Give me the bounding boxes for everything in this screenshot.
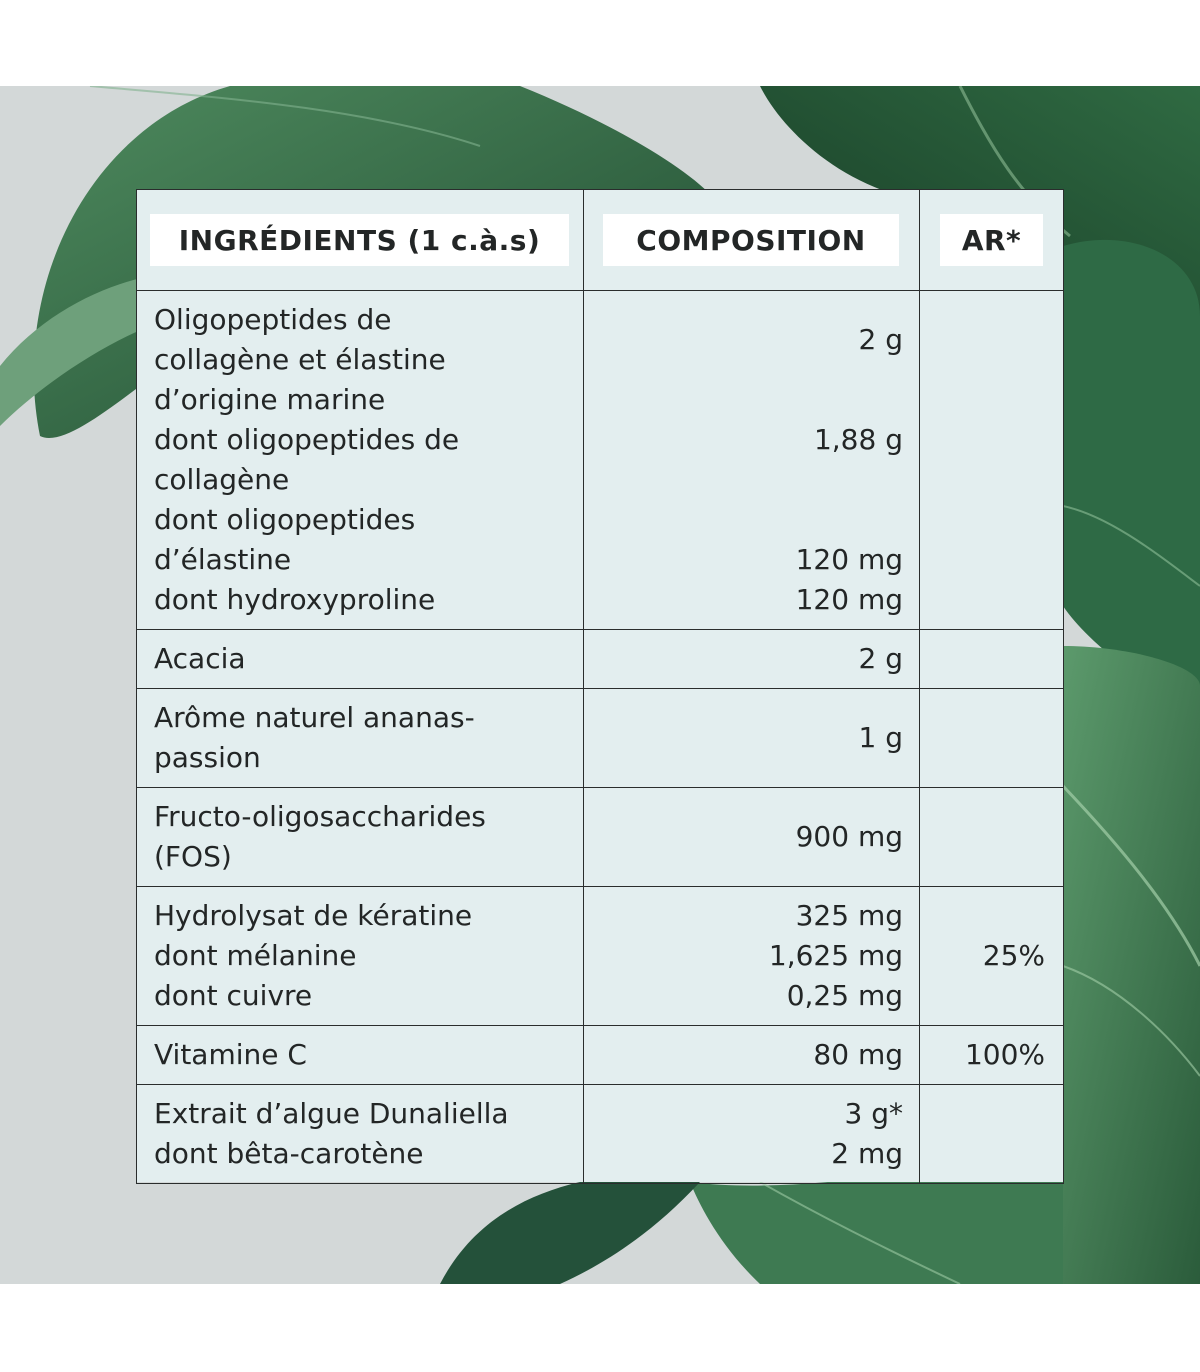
ingredient-line: passion bbox=[154, 741, 261, 774]
amount-value: 3 g* bbox=[844, 1097, 903, 1130]
ingredient-line: collagène et élastine bbox=[154, 343, 446, 376]
composition-cell bbox=[584, 291, 920, 630]
ar-cell bbox=[920, 788, 1064, 887]
amount-value: 80 mg bbox=[813, 1038, 903, 1071]
ingredient-line: Fructo-oligosaccharides bbox=[154, 800, 486, 833]
amount-value: 900 mg bbox=[795, 820, 903, 853]
amount-value: 2 g bbox=[858, 323, 903, 356]
table-row bbox=[137, 788, 1064, 887]
amount-value: 1 g bbox=[858, 721, 903, 754]
ingredients-header bbox=[137, 190, 584, 291]
composition-header-label: COMPOSITION bbox=[603, 214, 899, 266]
ar-cell bbox=[920, 689, 1064, 788]
ingredient-line: Vitamine C bbox=[154, 1038, 307, 1071]
amount-value: 120 mg bbox=[795, 583, 903, 616]
ingredient-cell bbox=[137, 1026, 584, 1085]
composition-cell bbox=[584, 630, 920, 689]
ingredient-line: Acacia bbox=[154, 642, 246, 675]
amount-value: 1,88 g bbox=[813, 423, 903, 456]
composition-cell bbox=[584, 788, 920, 887]
ingredient-cell bbox=[137, 630, 584, 689]
ingredient-cell bbox=[137, 788, 584, 887]
ingredient-line: Oligopeptides de bbox=[154, 303, 392, 336]
amount-value: 325 mg bbox=[795, 899, 903, 932]
ar-cell bbox=[920, 1085, 1064, 1184]
ingredient-line: collagène bbox=[154, 463, 290, 496]
ingredient-line: (FOS) bbox=[154, 840, 232, 873]
ar-cell bbox=[920, 1026, 1064, 1085]
composition-cell bbox=[584, 1085, 920, 1184]
ingredient-line: dont mélanine bbox=[154, 939, 357, 972]
ingredient-line: Extrait d’algue Dunaliella bbox=[154, 1097, 509, 1130]
amount-value: 2 mg bbox=[831, 1137, 903, 1170]
ingredient-line: dont cuivre bbox=[154, 979, 313, 1012]
amount-value: 120 mg bbox=[795, 543, 903, 576]
table-row bbox=[137, 630, 1064, 689]
table-row bbox=[137, 1085, 1064, 1184]
table-row bbox=[137, 1026, 1064, 1085]
ar-cell bbox=[920, 630, 1064, 689]
composition-header bbox=[584, 190, 920, 291]
table-header-row bbox=[137, 190, 1064, 291]
ingredient-line: dont oligopeptides bbox=[154, 503, 416, 536]
ingredient-line: Arôme naturel ananas- bbox=[154, 701, 475, 734]
amount-value: 1,625 mg bbox=[768, 939, 903, 972]
ingredient-line: dont oligopeptides de bbox=[154, 423, 460, 456]
ingredient-cell bbox=[137, 689, 584, 788]
ar-cell bbox=[920, 291, 1064, 630]
amount-value: 2 g bbox=[858, 642, 903, 675]
ingredient-line: d’élastine bbox=[154, 543, 292, 576]
ingredient-line: dont bêta-carotène bbox=[154, 1137, 424, 1170]
ar-cell bbox=[920, 887, 1064, 1026]
amount-value: 0,25 mg bbox=[786, 979, 903, 1012]
composition-cell bbox=[584, 689, 920, 788]
composition-table bbox=[136, 189, 1064, 1184]
ingredient-line: Hydrolysat de kératine bbox=[154, 899, 473, 932]
ingredient-line: d’origine marine bbox=[154, 383, 386, 416]
composition-table-card bbox=[136, 189, 1063, 1182]
table-row bbox=[137, 291, 1064, 630]
ar-value: 25% bbox=[982, 939, 1045, 972]
ar-header-label: AR* bbox=[940, 214, 1043, 266]
table-row bbox=[137, 887, 1064, 1026]
ingredient-cell bbox=[137, 291, 584, 630]
ar-header bbox=[920, 190, 1064, 291]
table-row bbox=[137, 689, 1064, 788]
ingredient-cell bbox=[137, 1085, 584, 1184]
composition-cell bbox=[584, 887, 920, 1026]
ingredient-cell bbox=[137, 887, 584, 1026]
ingredient-line: dont hydroxyproline bbox=[154, 583, 436, 616]
ar-value: 100% bbox=[964, 1038, 1045, 1071]
composition-cell bbox=[584, 1026, 920, 1085]
ingredients-header-label: INGRÉDIENTS (1 c.à.s) bbox=[150, 214, 569, 266]
